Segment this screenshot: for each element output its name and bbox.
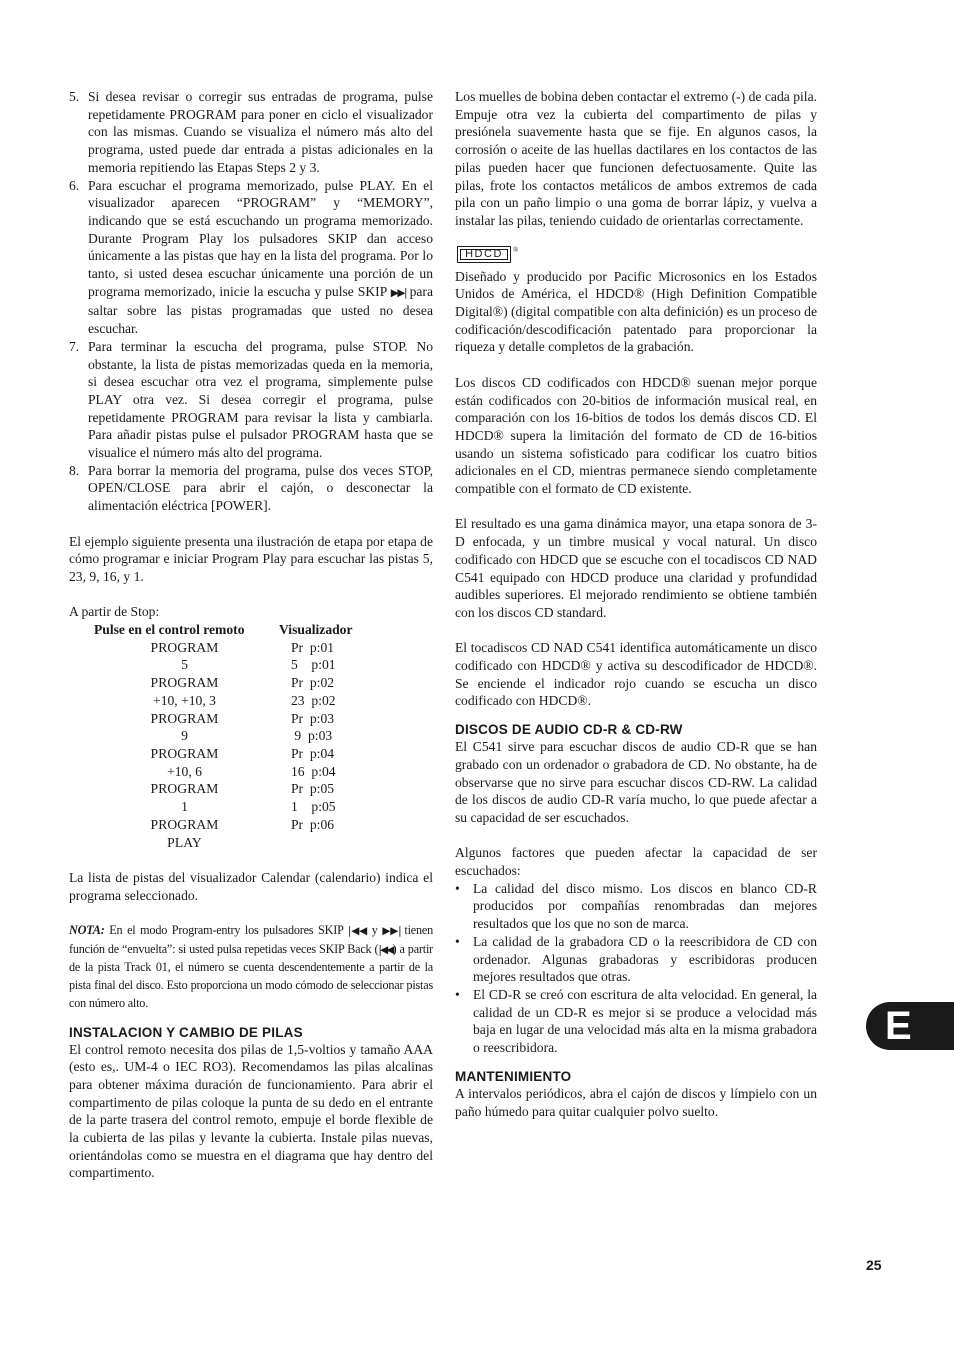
maintenance-text: A intervalos periódicos, abra el cajón de discos y límpielo con un paño húmedo para quitar cualquier polvo suelto.	[455, 1085, 817, 1119]
remote-key-cell: PROGRAM	[150, 710, 219, 726]
trademark-mark: ®	[513, 245, 519, 254]
display-cell: 16 p:04	[291, 763, 336, 779]
page-number: 25	[866, 1257, 882, 1273]
display-cell: Pr p:06	[291, 816, 335, 832]
table-row	[94, 710, 353, 728]
remote-key-cell: 5	[181, 657, 188, 673]
step-text: Si desea revisar o corregir sus entradas de programa, pulse repetidamente PROGRAM para poner en ciclo el visualizador con las mismas. Cuando se visualiza el número más alto del programa, usted puede dar entrada a pistas adicionales en la memoria repitiendo las Etapas Steps 2 y 3.	[88, 89, 433, 175]
bullet-icon: •	[455, 880, 460, 896]
remote-key-cell: PROGRAM	[150, 675, 219, 691]
list-item	[455, 880, 817, 933]
display-cell: Pr p:03	[291, 710, 335, 726]
table-row	[94, 834, 353, 852]
springs-text: Los muelles de bobina deben contactar el extremo (-) de cada pila. Empuje otra vez la cubierta del compartimento de pilas y presiónela suavemente hasta que se fije. En algunos casos, la corrosión o aceite de las huellas dactilares en los contactos de las pilas pueden hacer que funcionen defectuosamente. Quite las pilas, frote los contactos metálicos de ambos extremos de cada pila con un paño limpio o una goma de borrar lápiz, y vuelva a instalar las pilas, teniendo cuidado de orientarlas correctamente.	[455, 89, 817, 228]
table-row	[94, 656, 353, 674]
table-row	[94, 674, 353, 692]
display-cell	[275, 834, 353, 852]
table-row	[94, 816, 353, 834]
wrap-note	[69, 922, 433, 1013]
cdr-text: El C541 sirve para escuchar discos de audio CD-R que se han grabado con un ordenador o grabadora de CD. No obstante, ha de observarse que no sirve para escuchar discos CD-RW. La calidad de los discos de audio CD-R varía mucho, lo que puede afectar a su capacidad de ser escuchados.	[455, 739, 817, 825]
hdcd-paragraph-4: El tocadiscos CD NAD C541 identifica automáticamente un disco codificado con HDCD® y activa su descodificador de HDCD®. Se enciende el indicador rojo cuando se escucha un disco codificado con HDCD®.	[455, 640, 817, 709]
factors-intro: Algunos factores que pueden afectar la capacidad de ser escuchados:	[455, 845, 817, 879]
skip-forward-icon: ▶▶|	[382, 924, 400, 937]
skip-back-icon: |◀◀	[347, 924, 368, 937]
table-row	[94, 780, 353, 798]
note-text: En el modo Program-entry los pulsadores SKIP	[109, 922, 344, 937]
bullet-icon: •	[455, 986, 460, 1002]
display-cell: 1 p:05	[291, 799, 336, 815]
remote-key-cell: PLAY	[167, 834, 202, 850]
remote-key-cell: PROGRAM	[150, 781, 219, 797]
table-row	[94, 639, 353, 657]
hdcd-logo-block	[455, 244, 817, 268]
hdcd-logo: HDCD	[457, 246, 511, 263]
remote-key-cell: +10, 6	[167, 763, 202, 779]
display-cell: Pr p:05	[291, 781, 335, 797]
hdcd-paragraph-3: El resultado es una gama dinámica mayor, una etapa sonora de 3-D enfocada, y un timbre musical y vocal natural. Un disco codificado con HDCD que se escuche con el tocadiscos CD NAD C541 equipado con HDCD produce una claridad y profundidad audibles superiores. El mejorado rendimiento se obtiene también con los discos CD standard.	[455, 516, 817, 620]
program-steps-list	[69, 88, 433, 515]
table-header-row	[94, 621, 353, 639]
step-text: para saltar sobre las pistas programadas que usted no desea escuchar.	[88, 283, 433, 337]
cdr-heading: DISCOS DE AUDIO CD-R & CD-RW	[455, 722, 683, 738]
hdcd-paragraph-2: Los discos CD codificados con HDCD® suenan mejor porque están codificados con 20-bitios de información musical real, en comparación con los 16-bitios de todos los demás discos CD. El HDCD® supera la limitación del formato de CD de 16-bitios usando un sistema sofisticado para codificar los cuatro bitios adicionales en el CD, mientras permanece siendo completamente compatible con el formato de CD existente.	[455, 374, 817, 497]
note-text: ) a partir de la pista Track 01, el número se cuenta descendentemente a partir de la pista final del disco. Esto proporciona un modo cómodo de seleccionar pistas con número alto.	[69, 941, 433, 1010]
skip-forward-icon: ▶▶|	[390, 286, 406, 299]
table-row	[94, 727, 353, 745]
display-cell: 9 p:03	[291, 728, 333, 744]
step-text: Para escuchar el programa memorizado, pulse PLAY. En el visualizador aparecen “PROGRAM” y “MEMORY”, indicando que se está escuchando un programa memorizado. Durante Program Play los pulsadores SKIP dan acceso únicamente a las pistas que hay en la lista del programa. Por lo tanto, si usted desea escuchar únicamente una porción de un programa memorizado, inicie la escucha y pulse SKIP	[88, 177, 433, 299]
right-column	[455, 88, 817, 1120]
column-header-display: Visualizador	[279, 622, 353, 638]
step-number: 6.	[69, 177, 80, 193]
display-cell: 5 p:01	[291, 657, 336, 673]
list-item	[69, 177, 433, 338]
battery-heading: INSTALACION Y CAMBIO DE PILAS	[69, 1024, 303, 1040]
note-text: y	[371, 922, 378, 937]
left-column	[69, 88, 433, 1182]
display-cell: 23 p:02	[291, 692, 336, 708]
factors-list	[455, 880, 817, 1057]
table-row	[94, 692, 353, 710]
program-example-table	[94, 621, 353, 851]
battery-text: El control remoto necesita dos pilas de 1,5-voltios y tamaño AAA (esto es,. UM-4 o IEC RO3). Recomendamos las pilas alcalinas para obtener máxima duración de funcionamiento. Para abrir el compartimento de pilas coloque la punta de su dedo en el entrante de la parte trasera del control remoto, empuje el borde flexible de la cubierta de las pilas y levante la cubierta. Instale pilas nuevas, orientándolas como se muestra en el diagrama que hay dentro del compartimento.	[69, 1041, 433, 1181]
display-cell: Pr p:02	[291, 675, 335, 691]
step-text: Para borrar la memoria del programa, pulse dos veces STOP, OPEN/CLOSE para abrir el cajón, o desconectar la alimentación eléctrica [POWER].	[88, 462, 433, 514]
factor-text: La calidad de la grabadora CD o la reescribidora de CD con ordenador. Algunas grabadoras y escribidoras producen mejores resultados que otras.	[473, 933, 817, 985]
table-row	[94, 798, 353, 816]
list-item	[69, 462, 433, 515]
step-text: Para terminar la escucha del programa, pulse STOP. No obstante, la lista de pistas memorizadas queda en la memoria, si desea escuchar otra vez el programa, simplemente pulse PLAY otra vez. Si desea corregir el programa, pulse repetidamente PROGRAM para revisar la lista y cambiarla. Para añadir pistas pulse el pulsador PROGRAM hasta que se visualice el número más alto del programa.	[88, 338, 433, 461]
list-item	[69, 338, 433, 462]
bullet-icon: •	[455, 933, 460, 949]
example-intro: El ejemplo siguiente presenta una ilustración de etapa por etapa de cómo programar e iniciar Program Play para escuchar las pistas 5, 23, 9, 16, y 1.	[69, 533, 433, 584]
from-stop-label: A partir de Stop:	[69, 604, 160, 620]
step-number: 7.	[69, 338, 80, 354]
remote-key-cell: +10, +10, 3	[153, 692, 216, 708]
remote-key-cell: PROGRAM	[150, 639, 219, 655]
section-tab: E	[866, 1002, 954, 1050]
step-number: 8.	[69, 462, 80, 478]
skip-back-icon: |◀◀	[378, 943, 393, 956]
list-item	[455, 933, 817, 986]
list-item	[69, 88, 433, 177]
note-label: NOTA:	[69, 922, 105, 937]
remote-key-cell: 1	[181, 799, 188, 815]
remote-key-cell: PROGRAM	[150, 745, 219, 761]
table-row	[94, 745, 353, 763]
factor-text: La calidad del disco mismo. Los discos en blanco CD-R producidos por compañías renombradas dan mejores resultados que los que no son de marca.	[473, 880, 817, 932]
remote-key-cell: 9	[181, 728, 188, 744]
column-header-remote: Pulse en el control remoto	[94, 622, 245, 638]
list-item	[455, 986, 817, 1057]
factor-text: El CD-R se creó con escritura de alta velocidad. En general, la calidad de un CD-R es mejor si se produce a velocidad más baja en lugar de una velocidad más alta en la misma grabadora o reescribidora.	[473, 986, 817, 1056]
table-row	[94, 763, 353, 781]
step-number: 5.	[69, 89, 80, 104]
hdcd-paragraph-1: Diseñado y producido por Pacific Microsonics en los Estados Unidos de América, el HDCD® (High Definition Compatible Digital®) (digital compatible con alta definición) es un proceso de codificación/descodificación patentado para proporcionar la riqueza y detalle completos de la grabación.	[455, 268, 817, 355]
calendar-note: La lista de pistas del visualizador Calendar (calendario) indica el programa seleccionado.	[69, 869, 433, 903]
maintenance-heading: MANTENIMIENTO	[455, 1068, 572, 1084]
remote-key-cell: PROGRAM	[150, 816, 219, 832]
display-cell: Pr p:01	[291, 639, 335, 655]
note-text: tienen función de “envuelta”: si usted pulsa repetidas veces SKIP Back (	[69, 922, 433, 956]
display-cell: Pr p:04	[291, 745, 335, 761]
